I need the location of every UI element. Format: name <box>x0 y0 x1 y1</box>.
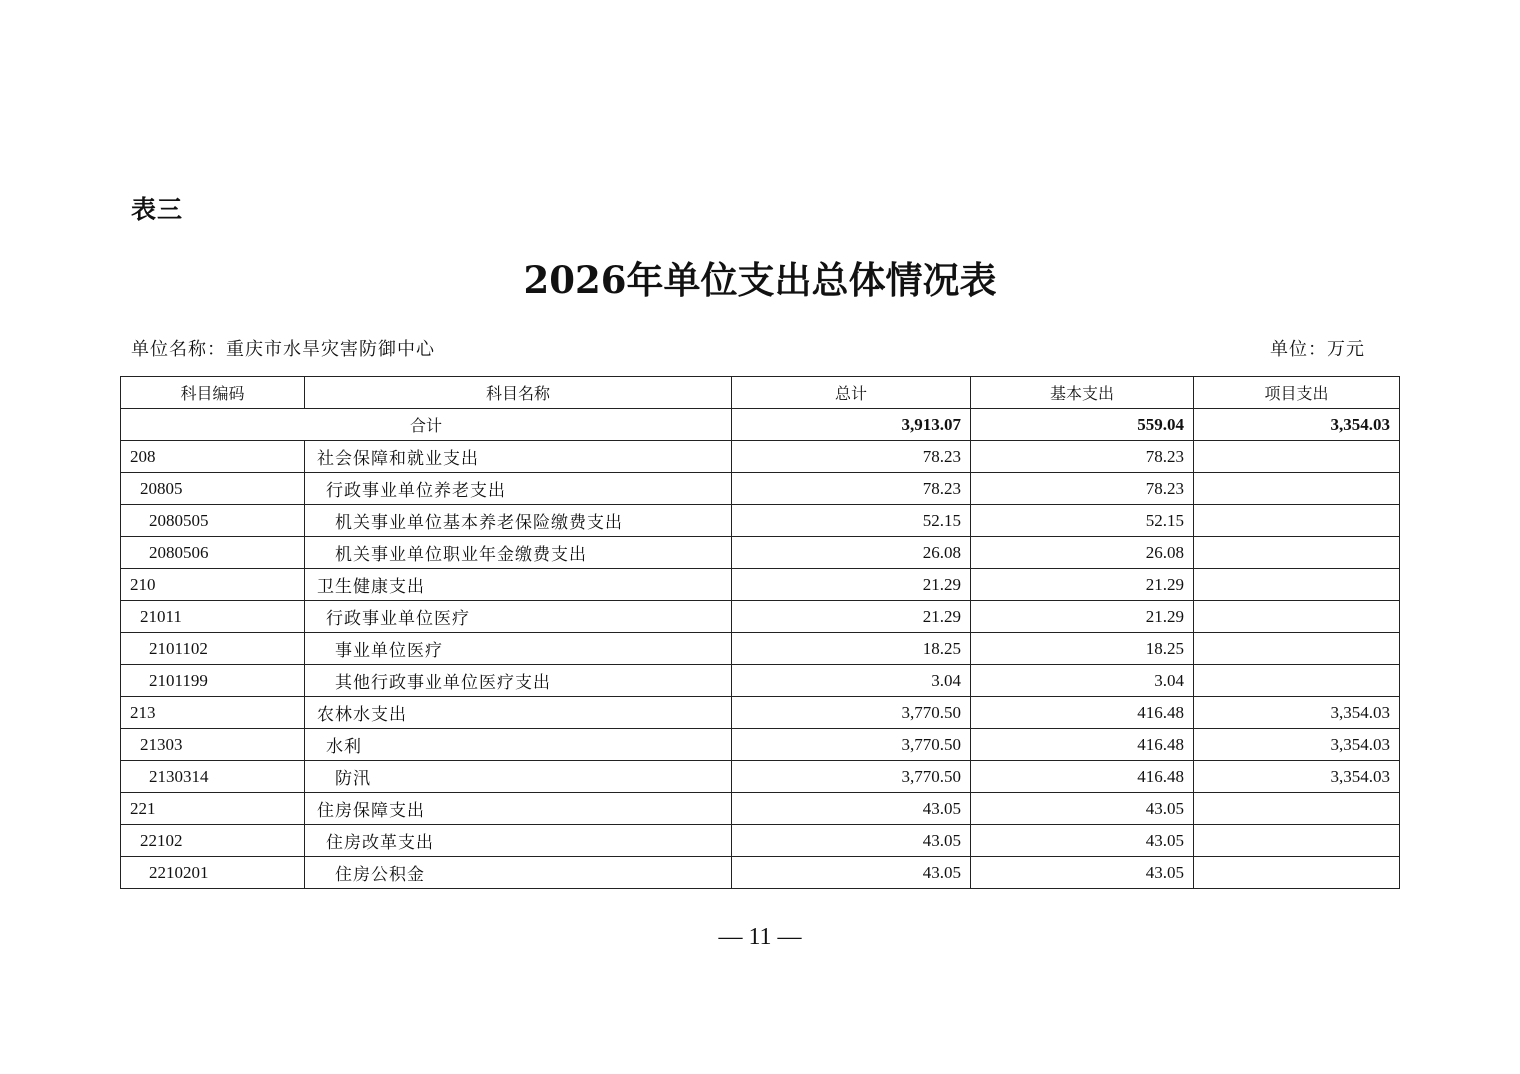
row-total: 3,770.50 <box>732 697 971 729</box>
row-basic: 26.08 <box>971 537 1194 569</box>
table-row <box>121 633 1400 665</box>
row-project <box>1194 665 1400 697</box>
row-code: 2080506 <box>121 537 305 569</box>
row-name: 防汛 <box>305 761 732 793</box>
table-header-row <box>121 377 1400 409</box>
row-total: 78.23 <box>732 473 971 505</box>
row-project <box>1194 441 1400 473</box>
table-row <box>121 505 1400 537</box>
row-project: 3,354.03 <box>1194 729 1400 761</box>
row-basic: 52.15 <box>971 505 1194 537</box>
row-code: 21303 <box>121 729 305 761</box>
row-name: 其他行政事业单位医疗支出 <box>305 665 732 697</box>
row-total: 43.05 <box>732 857 971 889</box>
table-row <box>121 537 1400 569</box>
row-code: 2210201 <box>121 857 305 889</box>
table-row <box>121 697 1400 729</box>
table-row <box>121 473 1400 505</box>
row-name: 社会保障和就业支出 <box>305 441 732 473</box>
row-code: 21011 <box>121 601 305 633</box>
header-code: 科目编码 <box>121 377 305 409</box>
row-basic: 21.29 <box>971 601 1194 633</box>
table-row <box>121 825 1400 857</box>
expenditure-table <box>120 376 1400 889</box>
row-name: 水利 <box>305 729 732 761</box>
row-name: 行政事业单位医疗 <box>305 601 732 633</box>
row-code: 22102 <box>121 825 305 857</box>
row-total: 26.08 <box>732 537 971 569</box>
row-project <box>1194 633 1400 665</box>
header-project: 项目支出 <box>1194 377 1400 409</box>
row-total: 78.23 <box>732 441 971 473</box>
header-name: 科目名称 <box>305 377 732 409</box>
row-project <box>1194 569 1400 601</box>
row-basic: 3.04 <box>971 665 1194 697</box>
row-total: 43.05 <box>732 793 971 825</box>
row-total: 3,770.50 <box>732 729 971 761</box>
table-row <box>121 665 1400 697</box>
table-row <box>121 729 1400 761</box>
row-basic: 416.48 <box>971 697 1194 729</box>
row-total: 43.05 <box>732 825 971 857</box>
row-name: 机关事业单位职业年金缴费支出 <box>305 537 732 569</box>
row-total: 21.29 <box>732 601 971 633</box>
row-basic: 43.05 <box>971 857 1194 889</box>
row-basic: 416.48 <box>971 761 1194 793</box>
table-row <box>121 569 1400 601</box>
row-total: 21.29 <box>732 569 971 601</box>
unit-label: 单位：万元 <box>1270 339 1365 360</box>
row-code: 2080505 <box>121 505 305 537</box>
row-code: 20805 <box>121 473 305 505</box>
page-title: 2026年单位支出总体情况表 <box>523 258 997 302</box>
table-label: 表三 <box>131 195 184 224</box>
row-code: 2101199 <box>121 665 305 697</box>
total-sum: 3,913.07 <box>732 409 971 441</box>
row-code: 2130314 <box>121 761 305 793</box>
row-name: 卫生健康支出 <box>305 569 732 601</box>
table-row <box>121 601 1400 633</box>
page-number: — 11 — <box>718 924 802 950</box>
row-code: 213 <box>121 697 305 729</box>
row-code: 210 <box>121 569 305 601</box>
row-project <box>1194 601 1400 633</box>
header-basic: 基本支出 <box>971 377 1194 409</box>
row-project <box>1194 473 1400 505</box>
row-project <box>1194 857 1400 889</box>
row-basic: 21.29 <box>971 569 1194 601</box>
row-project: 3,354.03 <box>1194 697 1400 729</box>
header-total: 总计 <box>732 377 971 409</box>
row-project <box>1194 537 1400 569</box>
row-total: 18.25 <box>732 633 971 665</box>
row-name: 住房公积金 <box>305 857 732 889</box>
table-row <box>121 793 1400 825</box>
row-basic: 18.25 <box>971 633 1194 665</box>
table-row <box>121 441 1400 473</box>
row-name: 住房改革支出 <box>305 825 732 857</box>
row-basic: 43.05 <box>971 825 1194 857</box>
row-name: 机关事业单位基本养老保险缴费支出 <box>305 505 732 537</box>
row-name: 农林水支出 <box>305 697 732 729</box>
table-row <box>121 761 1400 793</box>
row-project: 3,354.03 <box>1194 761 1400 793</box>
row-name: 行政事业单位养老支出 <box>305 473 732 505</box>
row-total: 3.04 <box>732 665 971 697</box>
total-basic: 559.04 <box>971 409 1194 441</box>
total-project: 3,354.03 <box>1194 409 1400 441</box>
total-row <box>121 409 1400 441</box>
row-total: 3,770.50 <box>732 761 971 793</box>
row-code: 221 <box>121 793 305 825</box>
row-code: 2101102 <box>121 633 305 665</box>
row-project <box>1194 793 1400 825</box>
row-basic: 78.23 <box>971 441 1194 473</box>
row-total: 52.15 <box>732 505 971 537</box>
row-name: 事业单位医疗 <box>305 633 732 665</box>
row-basic: 43.05 <box>971 793 1194 825</box>
row-basic: 416.48 <box>971 729 1194 761</box>
row-name: 住房保障支出 <box>305 793 732 825</box>
row-code: 208 <box>121 441 305 473</box>
row-basic: 78.23 <box>971 473 1194 505</box>
total-label: 合计 <box>121 409 732 441</box>
row-project <box>1194 505 1400 537</box>
table-row <box>121 857 1400 889</box>
row-project <box>1194 825 1400 857</box>
unit-name: 单位名称：重庆市水旱灾害防御中心 <box>131 339 435 360</box>
